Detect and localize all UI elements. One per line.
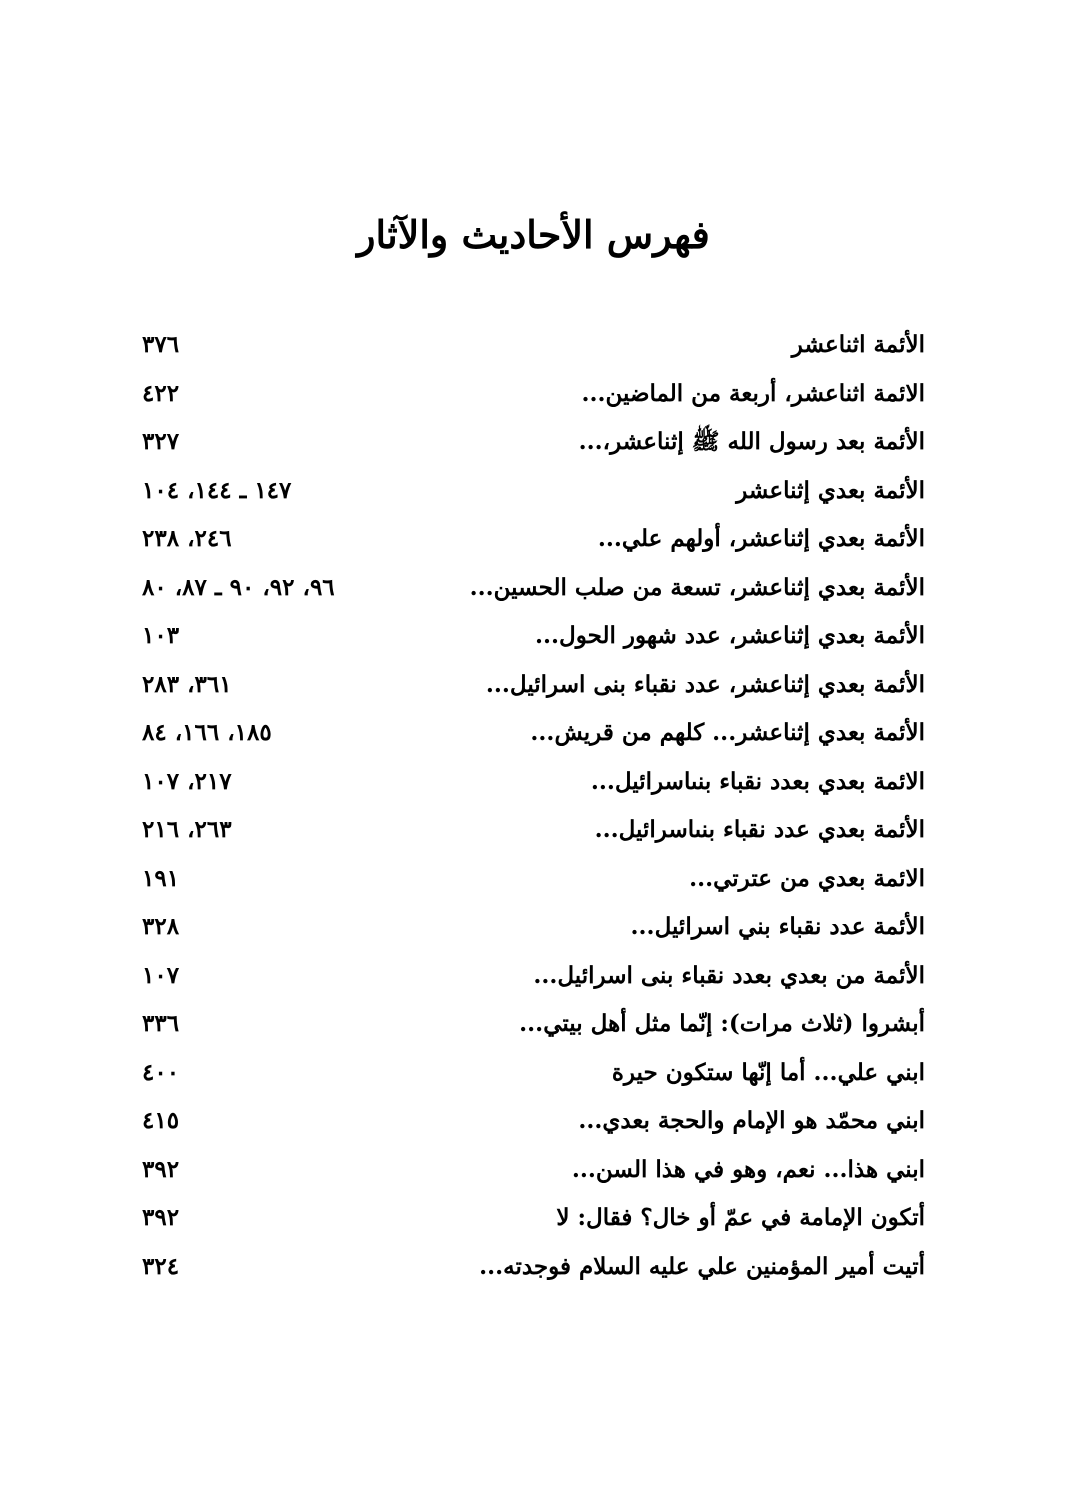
entry-text: الأئمة بعدي إثناعشر... كلهم من قريش...	[530, 719, 925, 746]
entry-pages: ١٤٧ ـ ١٤٤، ١٠٤	[142, 476, 292, 504]
list-item	[0, 612, 1067, 661]
entry-text: الأئمة من بعدي بعدد نقباء بنى اسرائيل...	[533, 961, 925, 989]
page-title: فهرس الأحاديث والآثار	[357, 212, 710, 257]
entry-text: ابني علي... أما إنّها ستكون حيرة	[611, 1058, 925, 1086]
entry-pages: ١٠٣	[142, 622, 180, 649]
entry-pages: ٣٢٧	[142, 428, 180, 455]
hadith-index-list	[0, 321, 1067, 1291]
entry-text: الأئمة بعدي إثناعشر، تسعة من صلب الحسين...	[469, 573, 925, 601]
entry-pages: ٤٢٢	[142, 379, 180, 407]
list-item	[0, 952, 1067, 1001]
entry-text: الأئمة بعدي عدد نقباء بنىاسرائيل...	[594, 816, 925, 843]
entry-pages: ٣٢٨	[142, 913, 180, 940]
list-item	[0, 903, 1067, 952]
list-item	[0, 321, 1067, 370]
list-item	[0, 515, 1067, 564]
entry-text: الأئمة عدد نقباء بني اسرائيل...	[630, 913, 925, 940]
entry-pages: ٣٧٦	[142, 331, 180, 358]
entry-pages: ٣٩٢	[142, 1204, 180, 1231]
entry-text: الائمة بعدي بعدد نقباء بنىاسرائيل...	[590, 767, 925, 795]
list-item	[0, 806, 1067, 855]
entry-pages: ١٨٥، ١٦٦، ٨٤	[142, 719, 272, 746]
entry-text: أتيت أمير المؤمنين علي عليه السلام فوجدته...	[479, 1252, 925, 1280]
entry-text: أتكون الإمامة في عمّ أو خال؟ فقال: لا	[556, 1204, 925, 1231]
list-item	[0, 564, 1067, 613]
entry-text: الأئمة بعد رسول الله ﷺ إثناعشر،...	[578, 428, 925, 455]
entry-text: الائمة بعدي من عترتي...	[689, 864, 925, 892]
entry-text: الأئمة اثناعشر	[791, 331, 925, 358]
list-item	[0, 1049, 1067, 1098]
entry-pages: ٤٠٠	[142, 1058, 180, 1086]
entry-text: الأئمة بعدي إثناعشر، عدد شهور الحول...	[534, 622, 925, 649]
list-item	[0, 709, 1067, 758]
entry-pages: ٢٤٦، ٢٣٨	[142, 525, 232, 552]
entry-pages: ١٠٧	[142, 961, 180, 989]
entry-text: أبشروا (ثلاث مرات): إنّما مثل أهل بيتي...	[519, 1010, 925, 1037]
entry-pages: ٢١٧، ١٠٧	[142, 767, 232, 795]
entry-pages: ٩٦، ٩٢، ٩٠ ـ ٨٧، ٨٠	[142, 573, 335, 601]
entry-pages: ٢٦٣، ٢١٦	[142, 816, 232, 843]
entry-text: الائمة اثناعشر، أربعة من الماضين...	[581, 379, 925, 407]
entry-text: الأئمة بعدي إثناعشر، عدد نقباء بنى اسرائيل...	[485, 670, 925, 698]
list-item	[0, 661, 1067, 710]
list-item	[0, 1243, 1067, 1292]
entry-pages: ٤١٥	[142, 1107, 180, 1134]
entry-pages: ٣٩٢	[142, 1155, 180, 1183]
list-item	[0, 1000, 1067, 1049]
list-item	[0, 758, 1067, 807]
list-item	[0, 1097, 1067, 1146]
entry-pages: ٣٢٤	[142, 1252, 180, 1280]
entry-text: الأئمة بعدي إثناعشر، أولهم علي...	[597, 525, 925, 552]
entry-text: ابني محمّد هو الإمام والحجة بعدي...	[578, 1107, 925, 1134]
entry-text: ابني هذا... نعم، وهو في هذا السن...	[571, 1155, 925, 1183]
entry-pages: ٣٦١، ٢٨٣	[142, 670, 232, 698]
entry-pages: ٣٣٦	[142, 1010, 180, 1037]
list-item	[0, 1194, 1067, 1243]
entry-text: الأئمة بعدي إثناعشر	[736, 476, 925, 504]
list-item	[0, 370, 1067, 419]
list-item	[0, 855, 1067, 904]
list-item	[0, 1146, 1067, 1195]
entry-pages: ١٩١	[142, 864, 180, 892]
list-item	[0, 467, 1067, 516]
list-item	[0, 418, 1067, 467]
